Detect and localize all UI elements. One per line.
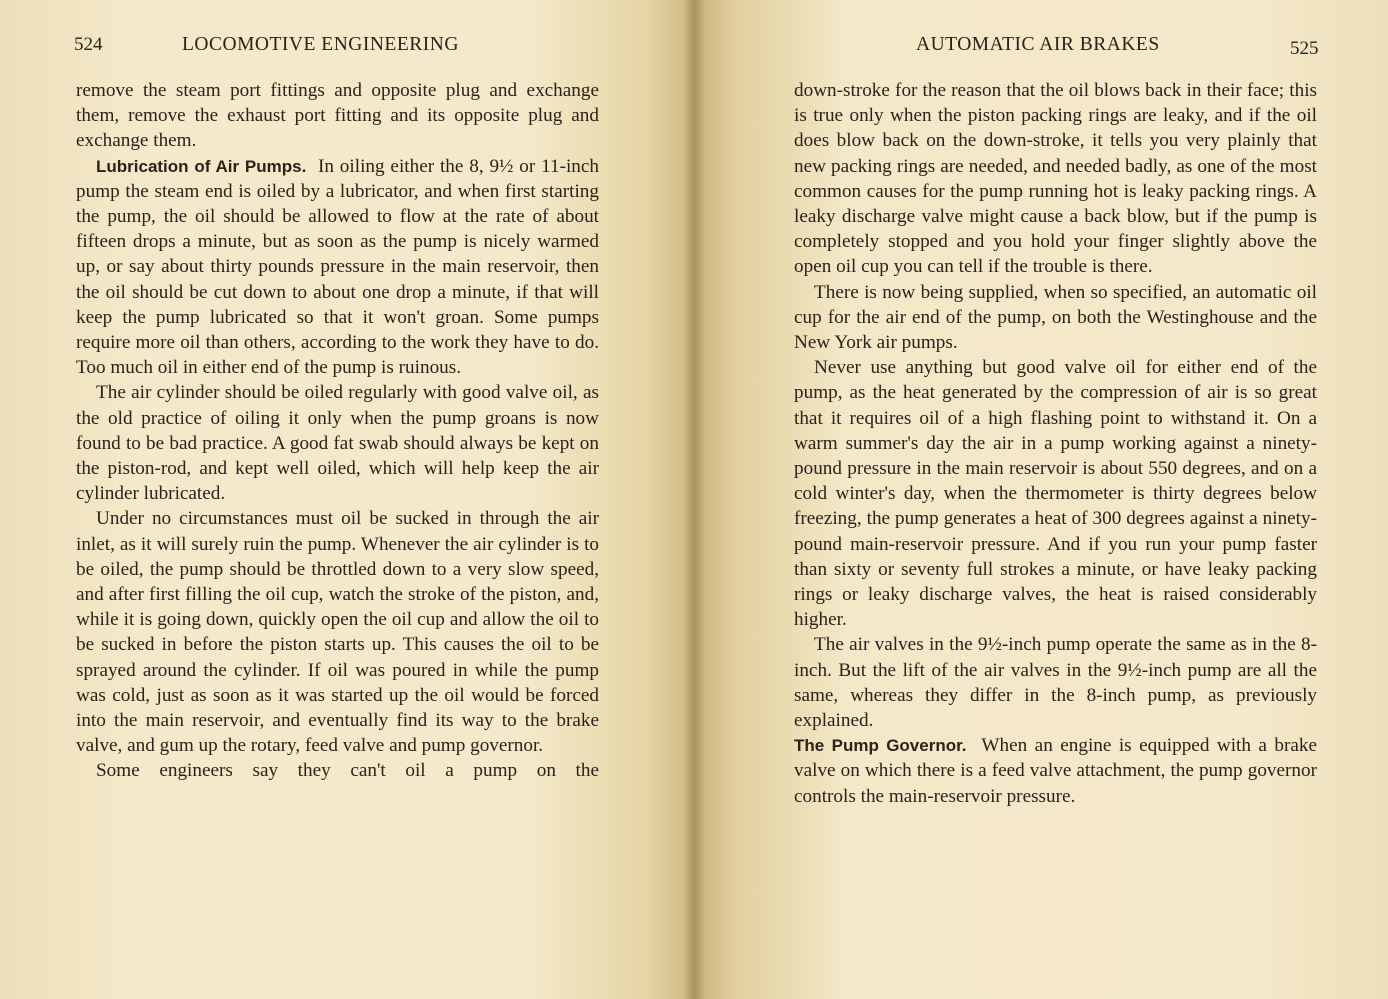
running-head: AUTOMATIC AIR BRAKES — [916, 34, 1160, 55]
run-in-heading: Lubrication of Air Pumps. — [96, 156, 307, 176]
paragraph: Never use anything but good valve oil for either end of the pump, as the heat generated by the compression of air is so great that it requires oil of a high flashing point to withstand it. On a warm summer's day the air in a pump working against a ninety-pound pressure in the main reservoir is about 550 degrees, and on a cold winter's day, when the thermometer is thirty degrees below freezing, the pump generates a heat of 300 degrees against a ninety-pound main-reservoir pressure. And if you run your pump faster than sixty or seventy full strokes a minute, or have leaky packing rings or leaky discharge valves, the heat is raised considerably higher. — [794, 357, 1317, 631]
paragraph: The air cylinder should be oiled regularly with good valve oil, as the old practice of oiling it only when the pump groans is now found to be bad practice. A good fat swab should always be kept on the piston-rod, and kept well oiled, which will help keep the air cylinder lubricated. — [76, 382, 599, 505]
paragraph: There is now being supplied, when so specified, an automatic oil cup for the air end of the pump, on both the Westinghouse and the New York air pumps. — [794, 281, 1317, 354]
book-gutter — [684, 0, 704, 999]
running-head: LOCOMOTIVE ENGINEERING — [182, 34, 459, 55]
right-page — [694, 0, 1388, 999]
paragraph: Under no circumstances must oil be sucked in through the air inlet, as it will surely ruin the pump. Whenever the air cylinder is to be oiled, the pump should be throttled down to a very slow speed, and after first filling the oil cup, watch the stroke of the piston, and, while it is going down, quickly open the oil cup and allow the oil to be sucked in before the piston starts up. This causes the oil to be sprayed around the cylinder. If oil was poured in while the pump was cold, just as soon as it was started up the oil would be forced into the main reservoir, and eventually find its way to the brake valve, and gum up the rotary, feed valve and pump governor. — [76, 508, 599, 757]
page-body — [794, 78, 1317, 809]
paragraph: The Pump Governor. When an engine is equipped with a brake valve on which there is a feed valve attachment, the pump governor controls the main-reservoir pressure. — [794, 735, 1318, 807]
paragraph: remove the steam port fittings and opposite plug and exchange them, remove the exhaust port fitting and its opposite plug and exchange them. — [76, 80, 599, 152]
run-in-heading: The Pump Governor. — [794, 736, 967, 756]
page-number: 525 — [1290, 38, 1319, 59]
paragraph: Some engineers say they can't oil a pump on the — [96, 760, 599, 782]
paragraph: Lubrication of Air Pumps. In oiling either the 8, 9½ or 11-inch pump the steam end is oiled by a lubricator, and when first starting the pump, the oil should be allowed to flow at the rate of about fifteen drops a minute, but as soon as the pump is nicely warmed up, or say about thirty pounds pressure in the main reservoir, then the oil should be cut down to about one drop a minute, if that will keep the pump lubricated so that it won't groan. Some pumps require more oil than others, according to the work they have to do. Too much oil in either end of the pump is ruinous. — [76, 155, 600, 379]
page-body — [76, 78, 599, 784]
paragraph: The air valves in the 9½-inch pump operate the same as in the 8-inch. But the lift of the air valves in the 9½-inch pump are all the same, whereas they differ in the 8-inch pump, as previously explained. — [794, 634, 1317, 732]
page-number: 524 — [74, 34, 103, 55]
paragraph: down-stroke for the reason that the oil blows back in their face; this is true only when the piston packing rings are leaky, and if the oil does blow back on the down-stroke, it tells you very plainly that new packing rings are needed, and needed badly, as one of the most common causes for the pump running hot is leaky packing rings. A leaky discharge valve might cause a back blow, but if the pump is completely stopped and you hold your finger slightly above the open oil cup you can tell if the trouble is there. — [794, 80, 1317, 278]
